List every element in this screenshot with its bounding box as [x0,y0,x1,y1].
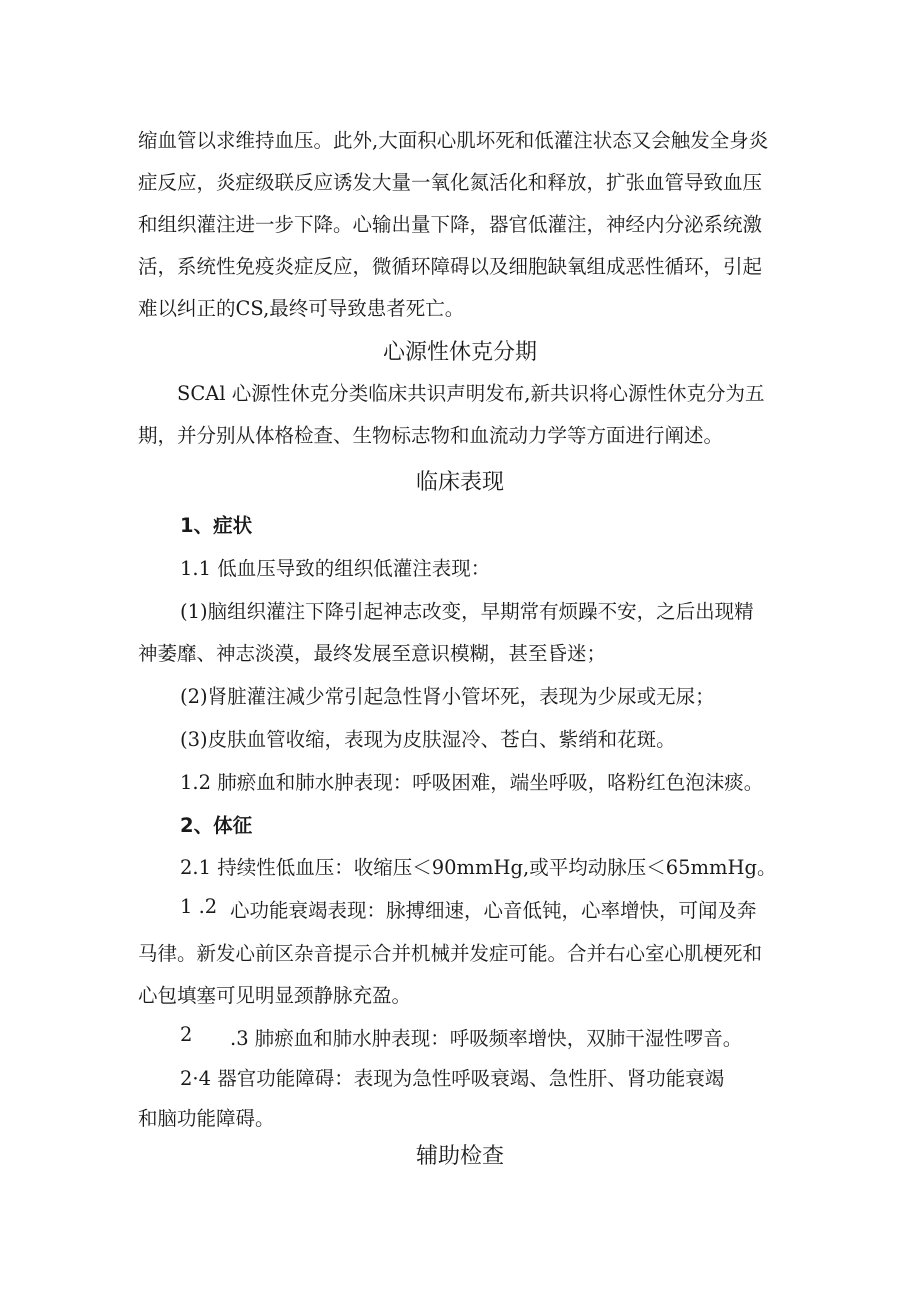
section-title-aux: 辅助检查 [415,1144,504,1169]
intro-line-2: 症反应，炎症级联反应诱发大量一氧化氮活化和释放，扩张血管导致血压 [138,171,763,194]
section-title-clinical: 临床表现 [415,470,504,495]
symptom-1-2: 1.2 肺瘀血和肺水肿表现：呼吸困难，端坐呼吸，咯粉红色泡沫痰。 [180,771,764,794]
intro-line-5: 难以纠正的CS,最终可导致患者死亡。 [138,297,465,320]
sign-2-2-line-2: 马律。新发心前区杂音提示合并机械并发症可能。合并右心室心肌梗死和 [138,942,763,965]
sign-2-3-prefix: 2 [180,1023,193,1046]
symptom-1-1-a-line-1: (1)脑组织灌注下降引起神志改变，早期常有烦躁不安，之后出现精 [180,600,754,623]
section-title-staging: 心源性休克分期 [382,340,537,365]
sign-2-2-prefix: 1 .2 [180,895,218,918]
symptom-1-1: 1.1 低血压导致的组织低灌注表现： [180,557,491,580]
symptom-1-1-b: (2)肾脏灌注减少常引起急性肾小管坏死，表现为少尿或无尿； [180,685,715,708]
staging-line-1: SCAl 心源性休克分类临床共识声明发布,新共识将心源性休克分为五 [177,382,765,405]
intro-line-3: 和组织灌注进一步下降。心输出量下降，器官低灌注，神经内分泌系统激 [138,213,763,236]
intro-line-1: 缩血管以求维持血压。此外,大面积心肌坏死和低灌注状态又会触发全身炎 [138,129,769,152]
sign-2-2-line-3: 心包填塞可见明显颈静脉充盈。 [138,984,412,1007]
symptoms-heading: 1、症状 [180,514,253,537]
sign-2-2-text-1: 心功能衰竭表现：脉搏细速，心音低钝，心率增快，可闻及奔 [230,899,757,922]
sign-2-4-line-2: 和脑功能障碍。 [138,1107,275,1130]
sign-2-1: 2.1 持续性低血压：收缩压＜90mmHg,或平均动脉压＜65mmHg。 [180,856,777,879]
intro-line-4: 活，系统性免疫炎症反应，微循环障碍以及细胞缺氧组成恶性循环，引起 [138,255,763,278]
staging-line-2: 期，并分别从体格检查、生物标志物和血流动力学等方面进行阐述。 [138,424,724,447]
symptom-1-1-c: (3)皮肤血管收缩，表现为皮肤湿冷、苍白、紫绡和花斑。 [180,728,676,751]
sign-2-4-line-1: 2·4 器官功能障碍：表现为急性呼吸衰竭、急性肝、肾功能衰竭 [180,1067,725,1090]
symptom-1-1-a-line-2: 神萎靡、神志淡漠，最终发展至意识模糊，甚至昏迷； [138,642,607,665]
signs-heading: 2、体征 [180,814,253,837]
sign-2-3-text: .3 肺瘀血和肺水肿表现：呼吸频率增快，双肺干湿性啰音。 [230,1027,743,1050]
